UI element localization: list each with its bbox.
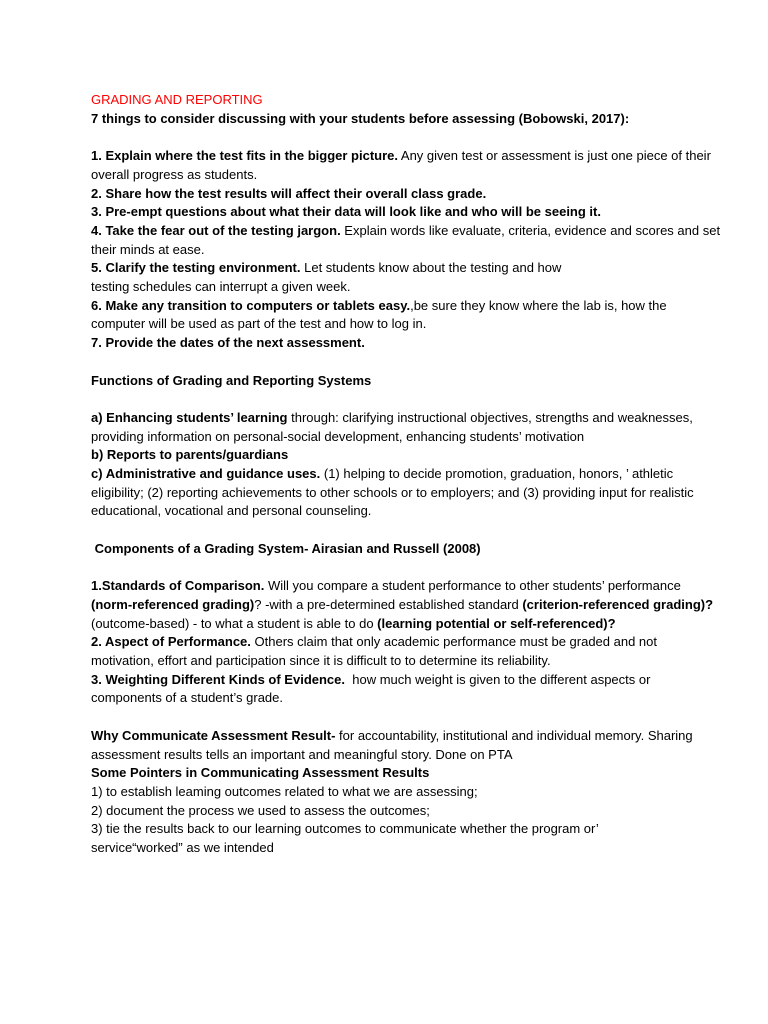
pointer-item-3: 3) tie the results back to our learning outcomes to communicate whether the program or’ service“worked” as we intended (91, 821, 599, 856)
component-item-2: 2. Aspect of Performance. Others claim that only academic performance must be graded and not motivation, effort and participation since it is difficult to to determine its reliability. (91, 634, 658, 669)
thing-item-1: 1. Explain where the test fits in the bigger picture. Any given test or assessment is just one piece of their overall progress as students. (91, 148, 711, 182)
document-title: GRADING AND REPORTING (91, 92, 263, 107)
functions-heading: Functions of Grading and Reporting Systems (91, 372, 372, 388)
component-item-3: 3. Weighting Different Kinds of Evidence. how much weight is given to the different aspects or components of a student’s grade. (91, 671, 655, 706)
component-item-1: 1.Standards of Comparison. Will you compare a student performance to other students’ performance (norm-referenced grading)? -with a pre-determined established standard (criterion-referenced grading)? (outcome-based) - to what a student is able to do (learning potential or self-referenced)? (91, 578, 714, 631)
function-item-b: b) Reports to parents/guardians (91, 447, 289, 463)
thing-item-3: 3. Pre-empt questions about what their data will look like and who will be seeing it. (91, 204, 601, 220)
intro-line: 7 things to consider discussing with your students before assessing (Bobowski, 2017): (91, 110, 630, 126)
pointer-item-1: 1) to establish leaming outcomes related to what we are assessing; (91, 783, 478, 799)
thing-item-5: 5. Clarify the testing environment. Let students know about the testing and how testing schedules can interrupt a given week. (91, 260, 562, 295)
thing-item-7: 7. Provide the dates of the next assessment. (91, 335, 365, 351)
components-heading: Components of a Grading System- Airasian and Russell (2008) (91, 540, 481, 556)
pointers-heading: Some Pointers in Communicating Assessment Results (91, 765, 430, 781)
thing-item-4: 4. Take the fear out of the testing jargon. Explain words like evaluate, criteria, evidence and scores and set their minds at ease. (91, 222, 721, 257)
why-communicate-paragraph: Why Communicate Assessment Result- for accountability, institutional and individual memory. Sharing assessment results tells an important and meaningful story. Done on PTA (91, 727, 693, 762)
thing-item-2: 2. Share how the test results will affect their overall class grade. (91, 185, 487, 201)
thing-item-6: 6. Make any transition to computers or tablets easy.,be sure they know where the lab is, how the computer will be used as part of the test and how to log in. (91, 297, 667, 332)
function-item-c: c) Administrative and guidance uses. (1) helping to decide promotion, graduation, honors, ’ athletic eligibility; (2) reporting achievements to other schools or to employers; and (3) providing input for realistic educational, vocational and personal counseling. (91, 466, 694, 519)
function-item-a: a) Enhancing students’ learning through: clarifying instructional objectives, strengths and weaknesses, providing information on personal-social development, enhancing students’ motivation (91, 409, 693, 444)
pointer-item-2: 2) document the process we used to assess the outcomes; (91, 802, 430, 818)
document-body (91, 91, 721, 858)
